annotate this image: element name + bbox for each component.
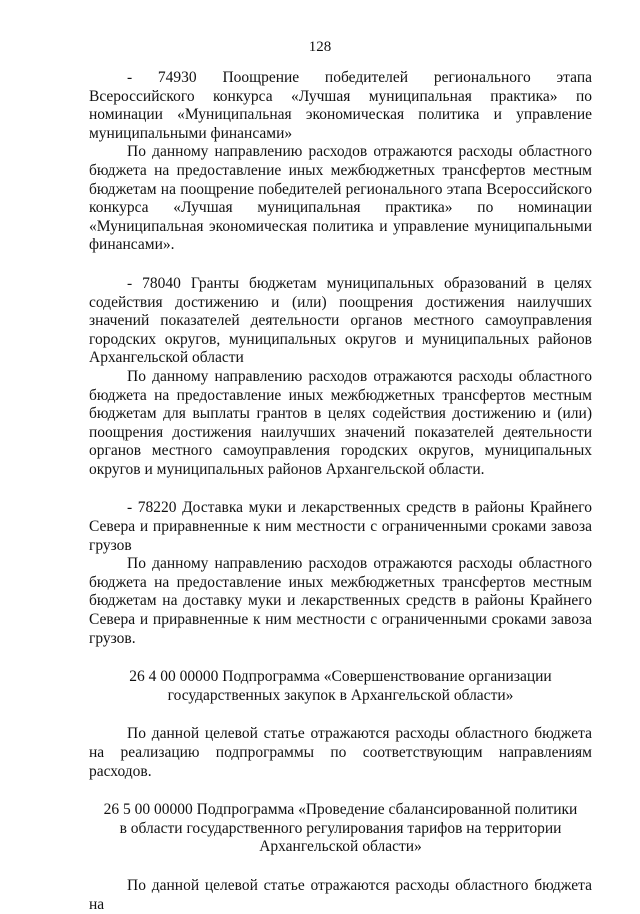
heading-line: в области государственного регулирования тарифов на территории xyxy=(119,819,562,837)
page-number: 128 xyxy=(308,39,332,55)
document-body xyxy=(89,69,592,914)
subprogram-heading-26-5 xyxy=(89,801,592,857)
paragraph-74930-description: По данному направлению расходов отражаются расходы областного бюджета на предоставление иных межбюджетных трансфертов местным бюджетам на поощрение победителей регионального этапа Всероссийского конкурса «Лучшая муниципальная практика» по номинации «Муниципальная экономическая политика и управление муниципальными финансами». xyxy=(89,143,592,254)
paragraph-78220-description: По данному направлению расходов отражаются расходы областного бюджета на предоставление иных межбюджетных трансфертов местным бюджетам на доставку муки и лекарственных средств в районы Крайнего Севера и приравненные к ним местности с ограниченными сроками завоза грузов. xyxy=(89,555,592,647)
paragraph-74930-title: - 74930 Поощрение победителей регионального этапа Всероссийского конкурса «Лучшая муниципальная практика» по номинации «Муниципальная экономическая политика и управление муниципальными финансами» xyxy=(89,69,592,142)
heading-line: Архангельской области» xyxy=(259,838,422,856)
paragraph-26-4-description: По данной целевой статье отражаются расходы областного бюджета на реализацию подпрограммы по соответствующим направлениям расходов. xyxy=(89,725,592,780)
paragraph-78040-title: - 78040 Гранты бюджетам муниципальных образований в целях содействия достижению и (или) поощрения достижения наилучших значений показателей деятельности органов местного самоуправления городских округов, муниципальных округов и муниципальных районов Архангельской области xyxy=(89,274,592,367)
paragraph-78220-title: - 78220 Доставка муки и лекарственных средств в районы Крайнего Севера и приравненные к ним местности с ограниченными сроками завоза грузов xyxy=(89,499,592,554)
paragraph-26-5-description: По данной целевой статье отражаются расходы областного бюджета на xyxy=(89,876,592,913)
paragraph-78040-description: По данному направлению расходов отражаются расходы областного бюджета на предоставление иных межбюджетных трансфертов местным бюджетам для выплаты грантов в целях содействия достижению и (или) поощрения достижения наилучших значений показателей деятельности органов местного самоуправления городских округов, муниципальных округов и муниципальных районов Архангельской области. xyxy=(89,367,592,478)
subprogram-heading-26-4 xyxy=(89,668,592,705)
heading-line: государственных закупок в Архангельской области» xyxy=(167,686,514,704)
heading-line: 26 5 00 00000 Подпрограмма «Проведение сбалансированной политики xyxy=(103,801,578,819)
heading-line: 26 4 00 00000 Подпрограмма «Совершенствование организации xyxy=(129,668,552,686)
